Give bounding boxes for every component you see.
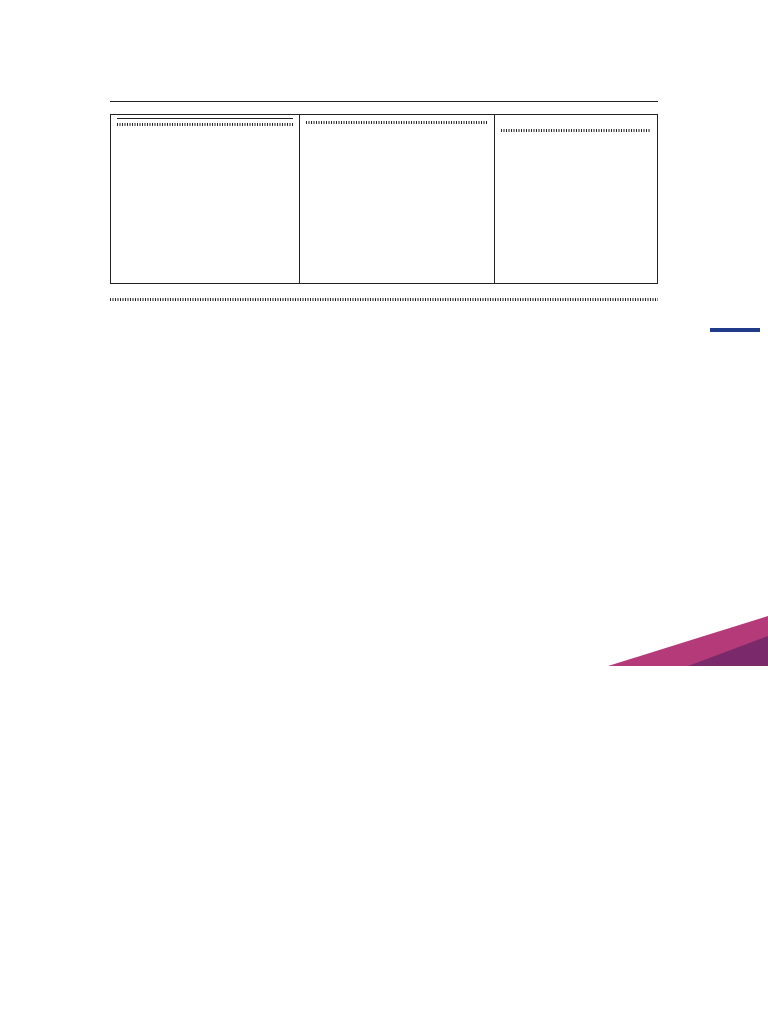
table-col-head <box>117 117 293 119</box>
egpp-logo <box>710 326 760 350</box>
dotted-divider <box>501 129 651 132</box>
table-col-work <box>300 115 495 284</box>
dotted-divider <box>306 121 488 124</box>
title-rule <box>110 101 658 102</box>
table-col-time <box>111 115 300 284</box>
section-divider <box>110 298 658 301</box>
poster-panel <box>412 414 768 666</box>
logo-bar <box>710 328 760 332</box>
phrase-table <box>110 114 658 284</box>
numbers-poster <box>392 318 768 666</box>
table-col-empty <box>495 115 658 284</box>
decor-triangle <box>688 636 768 666</box>
dotted-divider <box>117 123 293 126</box>
